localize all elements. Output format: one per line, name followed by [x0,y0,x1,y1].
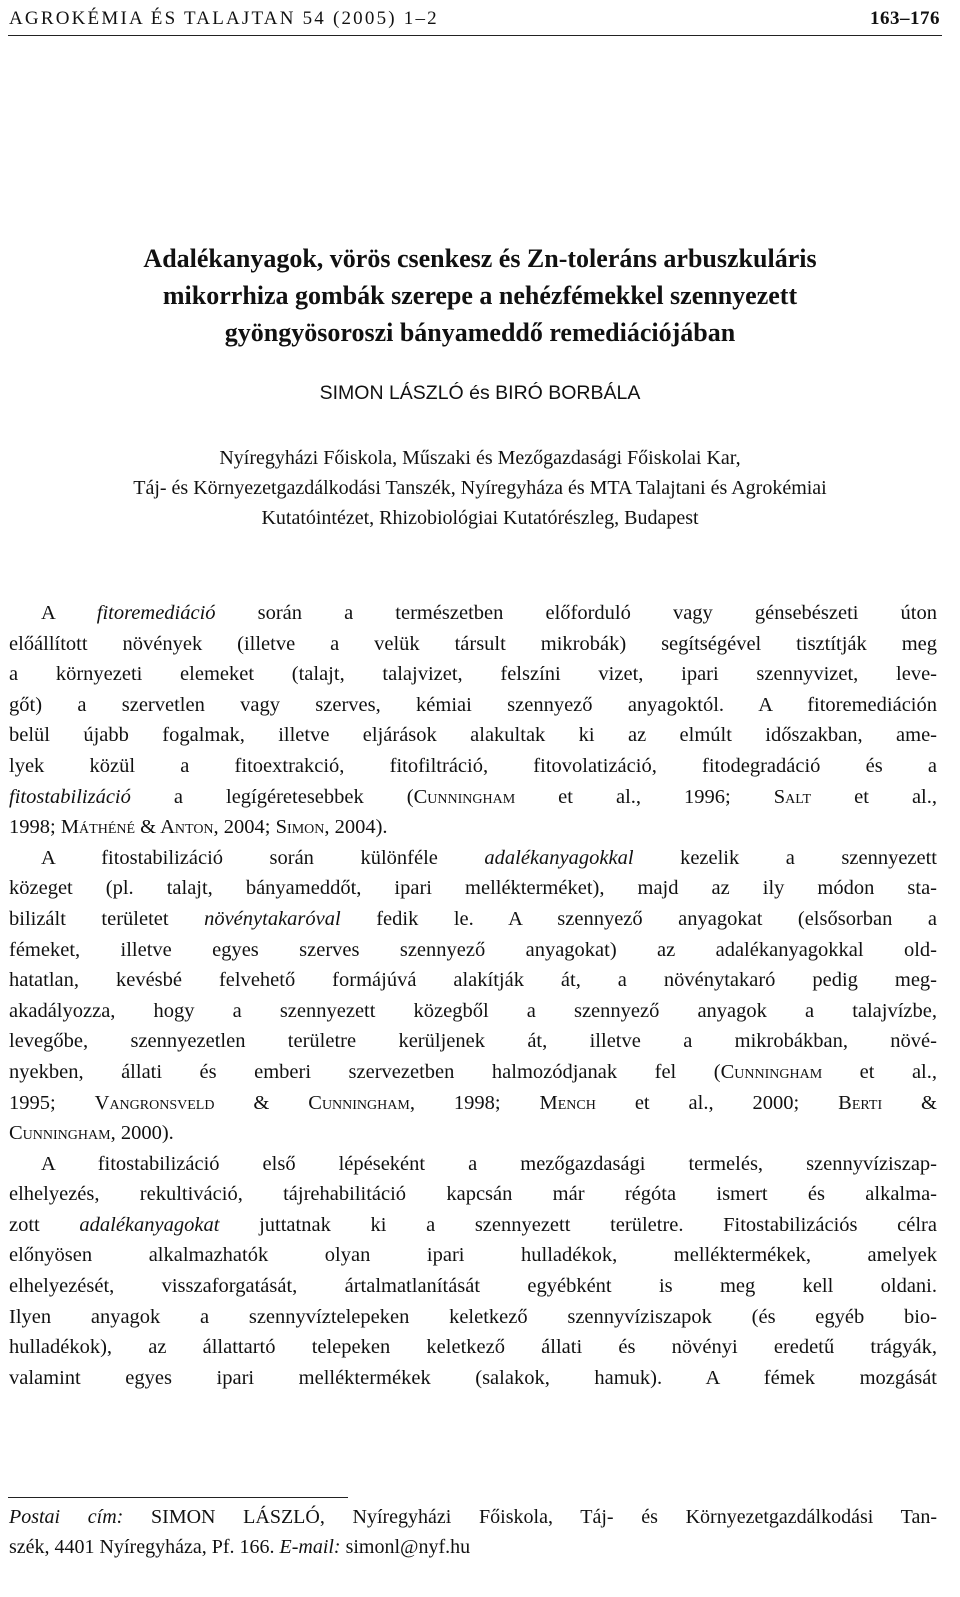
citation-author: Simon [275,816,325,839]
body-line: előállított növények (illetve a velük társult mikrobák) segítségével tisztítják meg [9,632,937,655]
footnote-line-1: Postai cím: SIMON LÁSZLÓ, Nyíregyházi Főiskola, Táj- és Környezetgazdálkodási Tan- [9,1506,937,1528]
body-line: A fitostabilizáció során különféle adalékanyagokkal kezelik a szennyezett [41,846,937,869]
citation-author: Máthéné & Anton [60,816,214,839]
body-line: valamint egyes ipari melléktermékek (salakok, hamuk). A fémek mozgását [9,1366,937,1389]
affiliation-line-1: Nyíregyházi Főiskola, Műszaki és Mezőgazdasági Főiskolai Kar, [219,447,741,469]
citation-author: Berti & [838,1091,937,1114]
body-line: hatatlan, kevésbé felvehető formájúvá alakítják át, a növénytakaró pedig meg- [9,969,937,992]
footnote [9,1502,937,1562]
body-line: akadályozza, hogy a szennyezett közegből a szennyező anyagok a talajvízbe, [9,999,937,1022]
body-line: fémeket, illetve egyes szerves szennyező anyagokat) az adalékanyagokkal old- [9,938,937,961]
article-title [40,240,920,351]
citation-author: Cunningham [413,785,516,808]
body-line: 1998; Máthéné & Anton, 2004; Simon, 2004). [9,816,388,839]
body-line: Ilyen anyagok a szennyvíztelepeken keletkező szennyvíziszapok (és egyéb bio- [9,1305,937,1328]
email-label: E-mail: [279,1536,341,1558]
citation-author: Salt [773,785,812,808]
body-line: a környezeti elemeket (talajt, talajvizet, felszíni vizet, ipari szennyvizet, leve- [9,663,937,686]
body-line: gőt) a szervetlen vagy szerves, kémiai szennyező anyagoktól. A fitoremediáción [9,693,937,716]
citation-author: Cunningham [720,1060,823,1083]
body-line: A fitostabilizáció első lépéseként a mezőgazdasági termelés, szennyvíziszap- [41,1152,937,1175]
citation-author: Vangronsveld & Cunningham [94,1091,410,1114]
body-text [9,598,937,1393]
body-line: belül újabb fogalmak, illetve eljárások alakultak ki az elmúlt időszakban, ame- [9,724,937,747]
footnote-line-2: szék, 4401 Nyíregyháza, Pf. 166. E-mail: simonl@nyf.hu [9,1536,471,1558]
body-line: bilizált területet növénytakaróval fedik le. A szennyező anyagokat (elsősorban a [9,907,937,930]
affiliation [20,443,940,533]
journal-name: AGROKÉMIA ÉS TALAJTAN 54 (2005) 1–2 [9,8,439,29]
title-line-1: Adalékanyagok, vörös csenkesz és Zn-toleráns arbuszkuláris [143,244,817,273]
body-line: Cunningham, 2000). [9,1122,174,1145]
affiliation-line-2: Táj- és Környezetgazdálkodási Tanszék, Nyíregyháza és MTA Talajtani és Agrokémiai [133,477,827,499]
body-line: levegőbe, szennyezetlen területre kerüljenek át, illetve a mikrobákban, növé- [9,1030,937,1053]
body-line: elhelyezés, rekultiváció, tájrehabilitáció kapcsán már régóta ismert és alkalma- [9,1183,937,1206]
header-rule [8,35,942,36]
footnote-rule [8,1497,348,1498]
citation-author: Cunningham [9,1122,111,1145]
body-line: nyekben, állati és emberi szervezetben halmozódjanak fel (Cunningham et al., [9,1060,937,1083]
citation-author: Mench [539,1091,596,1114]
page-range: 163–176 [870,8,940,29]
running-head [9,4,940,34]
body-line: előnyösen alkalmazhatók olyan ipari hulladékok, melléktermékek, amelyek [9,1244,937,1267]
authors: SIMON LÁSZLÓ és BIRÓ BORBÁLA [319,382,641,404]
title-line-3: gyöngyösoroszi bányameddő remediációjában [224,318,736,347]
body-line: közeget (pl. talajt, bányameddőt, ipari mellékterméket), majd az ily módon sta- [9,877,937,900]
body-line: 1995; Vangronsveld & Cunningham, 1998; Mench et al., 2000; Berti & [9,1091,937,1114]
affiliation-line-3: Kutatóintézet, Rhizobiológiai Kutatórészleg, Budapest [261,507,699,529]
body-line: hulladékok), az állattartó telepeken keletkező állati és növényi eredetű trágyák, [9,1336,937,1359]
title-line-2: mikorrhiza gombák szerepe a nehézfémekkel szennyezett [162,281,798,310]
body-line: lyek közül a fitoextrakció, fitofiltráció, fitovolatizáció, fitodegradáció és a [9,754,937,777]
body-line: zott adalékanyagokat juttatnak ki a szennyezett területre. Fitostabilizációs célra [9,1213,937,1236]
body-line: fitostabilizáció a legígéretesebbek (Cunningham et al., 1996; Salt et al., [9,785,937,808]
postal-label: Postai cím: [9,1506,124,1528]
body-line: elhelyezését, visszaforgatását, ártalmatlanítását egyébként is meg kell oldani. [9,1275,937,1298]
body-line: A fitoremediáció során a természetben előforduló vagy génsebészeti úton [41,602,937,624]
email-address: simonl@nyf.hu [340,1536,471,1558]
